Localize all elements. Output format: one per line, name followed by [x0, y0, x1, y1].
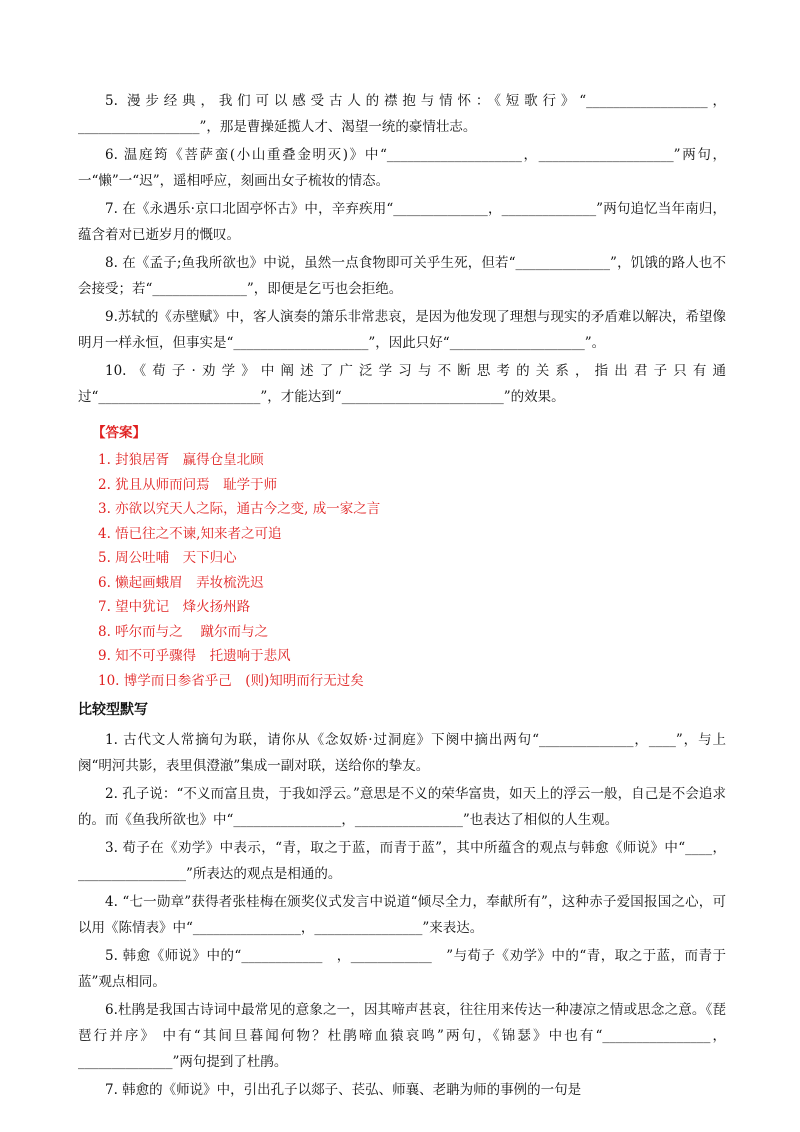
comparison-question-7: 7. 韩愈的《师说》中，引出孔子以郯子、苌弘、师襄、老聃为师的事例的一句是	[105, 1082, 582, 1098]
section-heading: 比较型默写	[78, 702, 148, 718]
comparison-question-6: 6.杜鹃是我国古诗词中最常见的意象之一，因其啼声甚哀，往往用来传达一种凄凉之情或思念之意。《琵琶行并序》 中有“其间旦暮闻何物？杜鹃啼血猿哀鸣”两句，《锦瑟》中也有“________________，______________”两句提到了杜鹃。	[78, 1002, 726, 1070]
answer-9: 9. 知不可乎骤得 托遗响于悲风	[98, 648, 291, 664]
question-5: 5. 漫步经典，我们可以感受古人的襟抱与情怀：《短歌行》“__________________，__________________”，那是曹操延揽人才、渴望一统的豪情壮志。	[78, 93, 726, 135]
answer-7: 7. 望中犹记 烽火扬州路	[98, 599, 251, 615]
question-9: 9.苏轼的《赤壁赋》中，客人演奏的箫乐非常悲哀，是因为他发现了理想与现实的矛盾难以解决，希望像明月一样永恒，但事实是“____________________”，因此只好“____________________”。	[78, 309, 726, 351]
answer-8: 8. 呼尔而与之 蹴尔而与之	[98, 623, 268, 640]
question-7: 7. 在《永遇乐·京口北固亭怀古》中，辛弃疾用“______________，______________”两句追忆当年南归，蕴含着对已逝岁月的慨叹。	[78, 201, 726, 243]
answer-4: 4. 悟已往之不谏,知来者之可追	[98, 525, 282, 542]
answer-10: 10. 博学而日参省乎己 (则)知明而行无过矣	[98, 672, 364, 689]
question-8: 8. 在《孟子;鱼我所欲也》中说，虽然一点食物即可关乎生死，但若“______________”，饥饿的路人也不会接受；若“______________”，即便是乞丐也会拒绝。	[78, 255, 726, 297]
comparison-question-4: 4. “七一勋章”获得者张桂梅在颁奖仪式发言中说道“倾尽全力，奉献所有”，这种赤子爱国报国之心，可以用《陈情表》中“________________，________________”来表达。	[78, 894, 726, 936]
comparison-question-1: 1. 古代文人常摘句为联，请你从《念奴娇·过洞庭》下阕中摘出两句“______________，____”，与上阕“明河共影，表里俱澄澈”集成一副对联，送给你的挚友。	[78, 732, 726, 774]
document-body	[78, 88, 726, 1105]
comparison-question-3: 3. 荀子在《劝学》中表示，“青，取之于蓝，而青于蓝”，其中所蕴含的观点与韩愈《师说》中“____，________________”所表达的观点是相通的。	[78, 840, 726, 882]
answer-2: 2. 犹且从师而问焉 耻学于师	[98, 476, 278, 493]
answer-6: 6. 懒起画蛾眉 弄妆梳洗迟	[98, 574, 264, 591]
answer-5: 5. 周公吐哺 天下归心	[98, 550, 237, 566]
answer-1: 1. 封狼居胥 赢得仓皇北顾	[98, 452, 264, 468]
comparison-question-5: 5. 韩愈《师说》中的“____________ ，____________ ”与荀子《劝学》中的“青，取之于蓝，而青于蓝”观点相同。	[78, 948, 726, 990]
answer-heading: 【答案】	[92, 425, 146, 441]
question-6: 6. 温庭筠《菩萨蛮(小山重叠金明灭)》中“____________________，____________________”两句，一“懒”一“迟”，遥相呼应，刻画出女子梳妆的情态。	[78, 147, 726, 189]
answer-3: 3. 亦欲以究天人之际，通古今之变, 成一家之言	[98, 501, 381, 517]
question-10: 10.《荀子·劝学》中阐述了广泛学习与不断思考的关系，指出君子只有通过“________________________”，才能达到“________________________”的效果。	[78, 363, 726, 405]
comparison-question-2: 2. 孔子说：“不义而富且贵，于我如浮云。”意思是不义的荣华富贵，如天上的浮云一般，自己是不会追求的。而《鱼我所欲也》中“________________，________________”也表达了相似的人生观。	[78, 786, 726, 828]
